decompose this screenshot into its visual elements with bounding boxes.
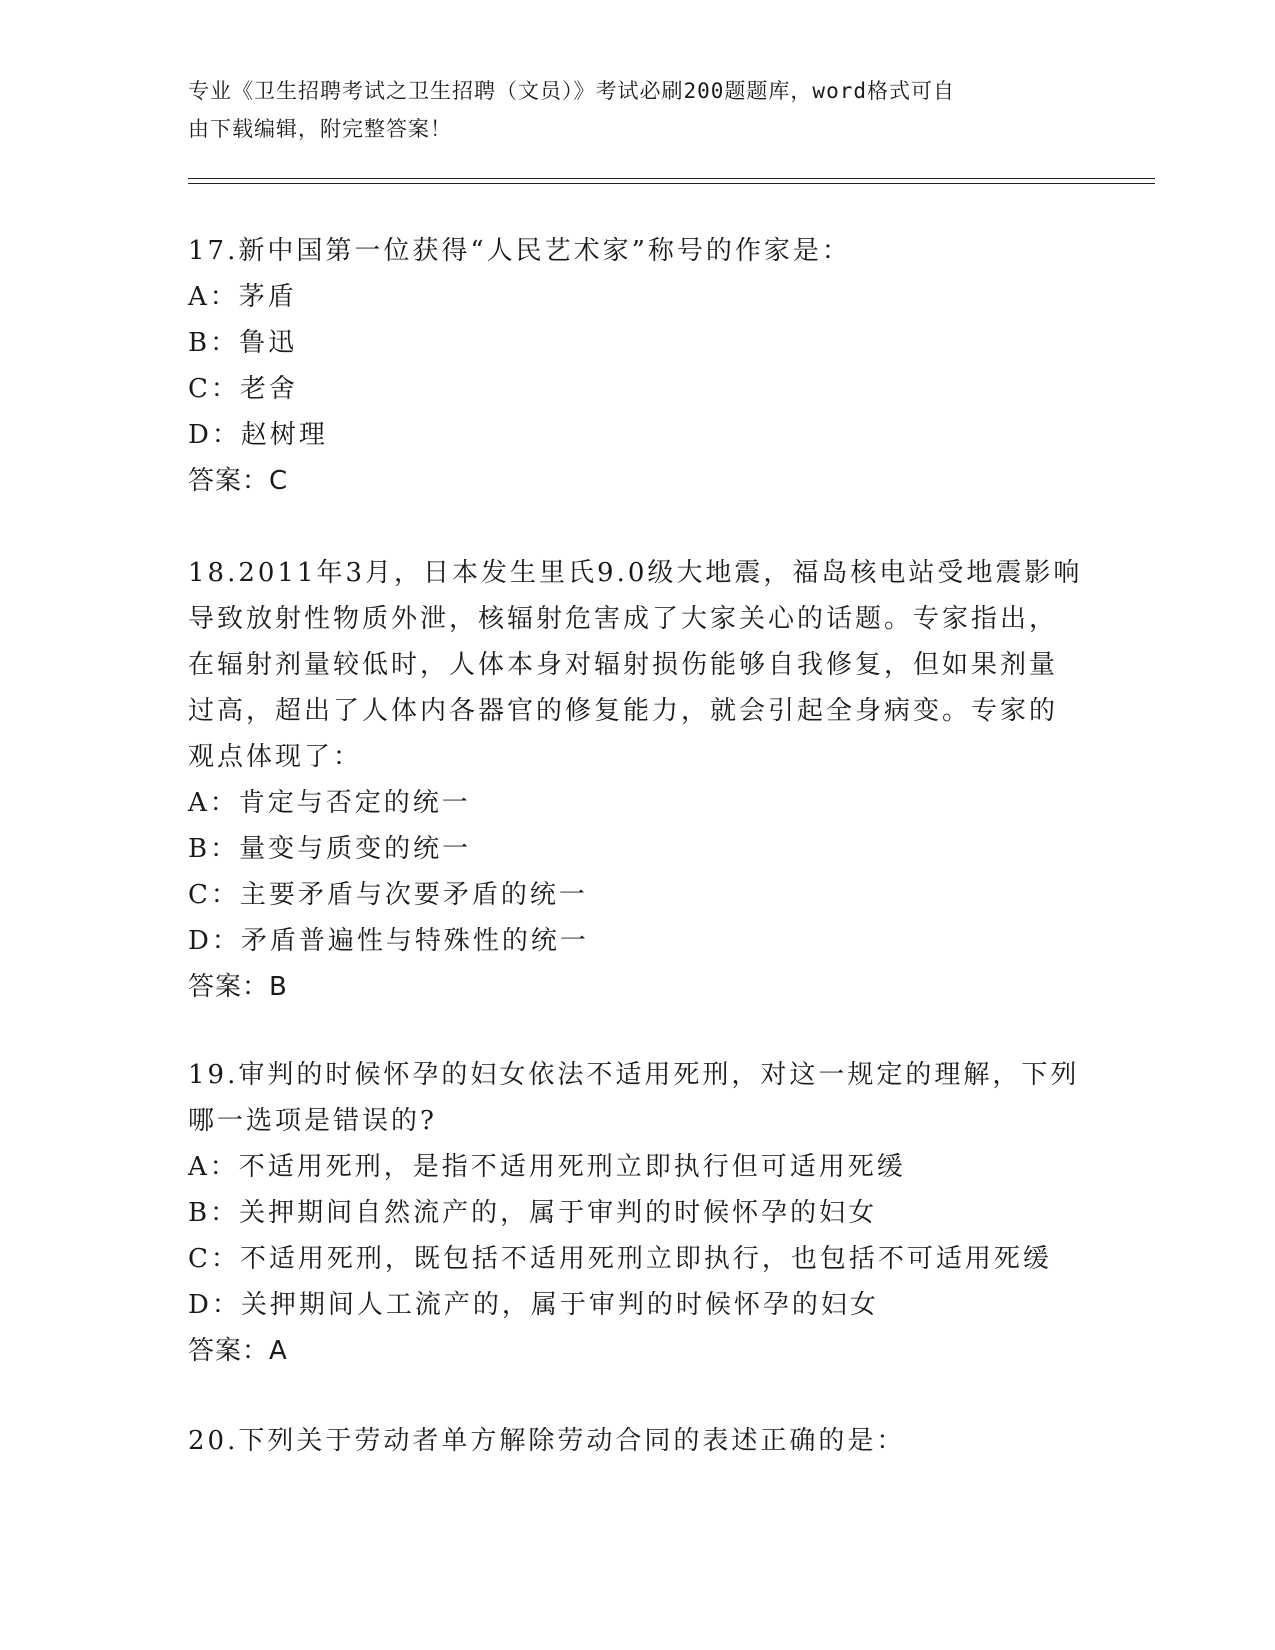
header-divider-bottom bbox=[188, 183, 1155, 184]
question-17 bbox=[188, 228, 1088, 504]
question-stem: 17.新中国第一位获得“人民艺术家”称号的作家是： bbox=[188, 236, 851, 266]
option-b: B：量变与质变的统一 bbox=[188, 834, 472, 864]
option-a: A：不适用死刑，是指不适用死刑立即执行但可适用死缓 bbox=[188, 1152, 906, 1182]
question-19 bbox=[188, 1052, 1088, 1374]
question-stem-line: 在辐射剂量较低时，人体本身对辐射损伤能够自我修复，但如果剂量 bbox=[188, 650, 1059, 680]
question-stem-line: 18.2011年3月，日本发生里氏9.0级大地震，福岛核电站受地震影响 bbox=[188, 558, 1083, 588]
question-stem-line: 过高，超出了人体内各器官的修复能力，就会引起全身病变。专家的 bbox=[188, 696, 1059, 726]
header-line-1: 专业《卫生招聘考试之卫生招聘（文员）》考试必刷200题题库，word格式可自 bbox=[188, 79, 955, 103]
question-stem: 20.下列关于劳动者单方解除劳动合同的表述正确的是： bbox=[188, 1426, 906, 1456]
header-line-2: 由下载编辑，附完整答案！ bbox=[188, 117, 452, 141]
option-a: A：茅盾 bbox=[188, 282, 297, 312]
answer: 答案：C bbox=[188, 466, 289, 496]
option-d: D：关押期间人工流产的，属于审判的时候怀孕的妇女 bbox=[188, 1290, 879, 1320]
option-b: B：关押期间自然流产的，属于审判的时候怀孕的妇女 bbox=[188, 1198, 878, 1228]
option-d: D：赵树理 bbox=[188, 420, 328, 450]
option-d: D：矛盾普遍性与特殊性的统一 bbox=[188, 926, 589, 956]
document-header bbox=[188, 72, 1068, 148]
option-c: C：不适用死刑，既包括不适用死刑立即执行，也包括不可适用死缓 bbox=[188, 1244, 1052, 1274]
answer: 答案：A bbox=[188, 1336, 288, 1366]
option-c: C：主要矛盾与次要矛盾的统一 bbox=[188, 880, 588, 910]
question-stem-line: 导致放射性物质外泄，核辐射危害成了大家关心的话题。专家指出， bbox=[188, 604, 1059, 634]
question-20 bbox=[188, 1418, 1088, 1464]
question-stem-line: 哪一选项是错误的? bbox=[188, 1106, 437, 1136]
option-b: B：鲁迅 bbox=[188, 328, 298, 358]
option-a: A：肯定与否定的统一 bbox=[188, 788, 471, 818]
option-c: C：老舍 bbox=[188, 374, 298, 404]
answer: 答案：B bbox=[188, 972, 288, 1002]
question-stem-line: 观点体现了： bbox=[188, 742, 363, 772]
question-18 bbox=[188, 550, 1088, 1010]
header-divider-top bbox=[188, 178, 1155, 179]
question-stem-line: 19.审判的时候怀孕的妇女依法不适用死刑，对这一规定的理解，下列 bbox=[188, 1060, 1080, 1090]
